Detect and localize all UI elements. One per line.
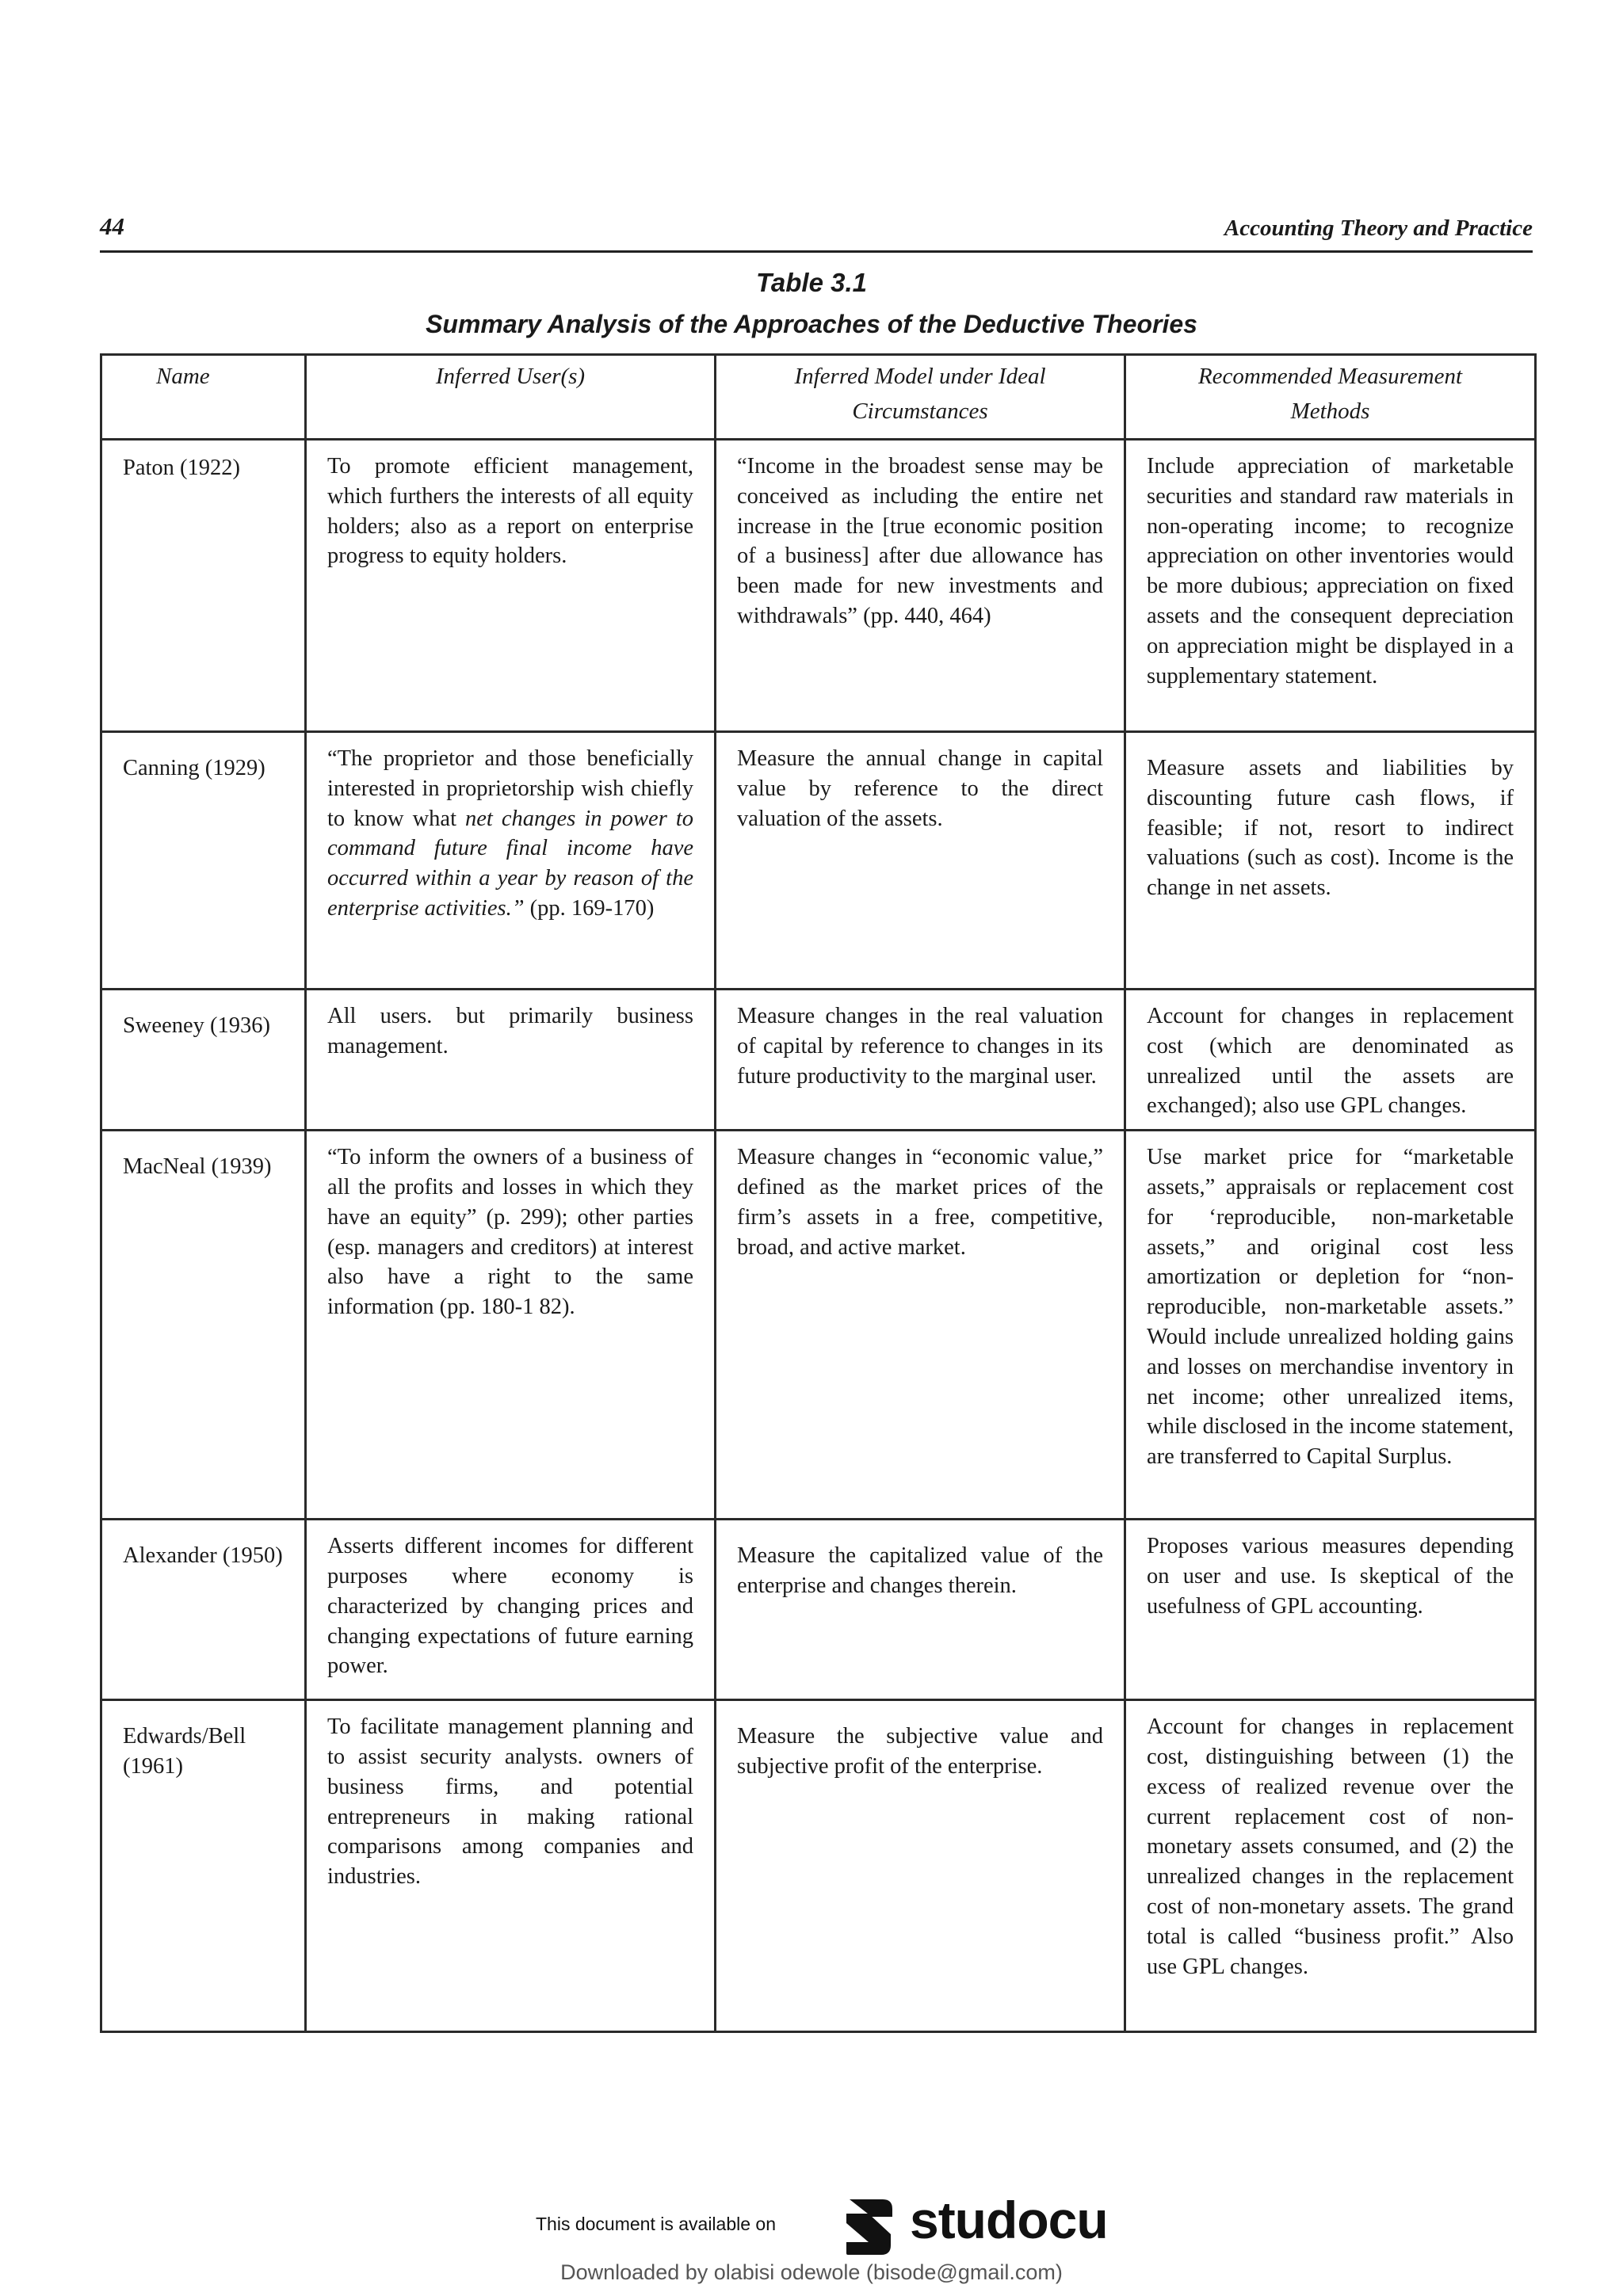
methods-cell: Measure assets and liabilities by discounting future cash flows, if feasible; if not, resort to indirect valuations (such as cost). Income is the change in net assets.: [1125, 732, 1536, 990]
model-cell: “Income in the broadest sense may be conceived as including the entire net increase in the [true economic position of a business] after due allowance has been made for new investments and withdrawals” (pp. 440, 464): [716, 440, 1125, 732]
page-number: 44: [100, 212, 124, 240]
table-row: [101, 1520, 1536, 1700]
methods-cell: Account for changes in replacement cost (which are denominated as unrealized until the assets are exchanged); also use GPL changes.: [1125, 990, 1536, 1131]
table-caption: Summary Analysis of the Approaches of the Deductive Theories: [426, 310, 1197, 338]
users-cell: To promote efficient management, which furthers the interests of all equity holders; also as a report on enterprise progress to equity holders.: [306, 440, 716, 732]
users-cell: All users. but primarily business management.: [306, 990, 716, 1131]
methods-cell: Use market price for “marketable assets,” appraisals or replacement cost for ‘reproducible, non-marketable assets,” and original cost less amortization or depletion for “non-reproducible, non-marketable assets.” Would include unrealized holding gains and losses on merchandise inventory in net income; other unrealized items, while disclosed in the income statement, are transferred to Capital Surplus.: [1125, 1131, 1536, 1520]
name-cell: Alexander (1950): [101, 1520, 306, 1700]
column-header-users: Inferred User(s): [306, 355, 716, 440]
model-cell: Measure changes in “economic value,” defined as the market prices of the firm’s assets in a free, competitive, broad, and active market.: [716, 1131, 1125, 1520]
name-cell: Canning (1929): [101, 732, 306, 990]
name-cell: Edwards/Bell (1961): [101, 1700, 306, 2032]
methods-cell: Proposes various measures depending on user and use. Is skeptical of the usefulness of GPL accounting.: [1125, 1520, 1536, 1700]
table-row: [101, 440, 1536, 732]
model-cell: Measure the annual change in capital value by reference to the direct valuation of the assets.: [716, 732, 1125, 990]
users-cell: “To inform the owners of a business of all the profits and losses in which they have an equity” (p. 299); other parties (esp. managers and creditors) at interest also have a right to the same information (pp. 180-1 82).: [306, 1131, 716, 1520]
italic-quote: net changes in power to command future final income have occurred within a year by reason of the enterprise activities.”: [327, 806, 693, 921]
model-cell: Measure changes in the real valuation of capital by reference to changes in its future productivity to the marginal user.: [716, 990, 1125, 1131]
deductive-theories-table: [100, 353, 1537, 2033]
users-cell: To facilitate management planning and to assist security analysts. owners of business firms, and potential entrepreneurs in making rational comparisons among companies and industries.: [306, 1700, 716, 2032]
name-cell: MacNeal (1939): [101, 1131, 306, 1520]
column-header-methods: Recommended Measurement Methods: [1125, 355, 1536, 440]
table-row: [101, 732, 1536, 990]
model-cell: Measure the capitalized value of the enterprise and changes therein.: [716, 1520, 1125, 1700]
book-title: Accounting Theory and Practice: [1224, 215, 1533, 241]
name-cell: Sweeney (1936): [101, 990, 306, 1131]
download-note: Downloaded by olabisi odewole (bisode@gmail.com): [560, 2260, 1063, 2284]
users-cell: Asserts different incomes for different purposes where economy is characterized by changing prices and changing expectations of future earning power.: [306, 1520, 716, 1700]
availability-note: This document is available on: [536, 2214, 776, 2234]
methods-cell: Account for changes in replacement cost, distinguishing between (1) the excess of realized revenue over the current replacement cost of non-monetary assets consumed, and (2) the unrealized changes in the replacement cost of non-monetary assets. The grand total is called “business profit.” Also use GPL changes.: [1125, 1700, 1536, 2032]
table-label: Table 3.1: [755, 268, 867, 297]
table-row: [101, 990, 1536, 1131]
table-row: [101, 1700, 1536, 2032]
model-cell: Measure the subjective value and subjective profit of the enterprise.: [716, 1700, 1125, 2032]
name-cell: Paton (1922): [101, 440, 306, 732]
table-row: [101, 1131, 1536, 1520]
column-header-model: Inferred Model under Ideal Circumstances: [716, 355, 1125, 440]
studocu-logo-icon: [837, 2195, 902, 2260]
studocu-wordmark[interactable]: studocu: [910, 2191, 1108, 2249]
methods-cell: Include appreciation of marketable securities and standard raw materials in non-operating income; to recognize appreciation on other inventories would be more dubious; appreciation on fixed assets and the consequent depreciation on appreciation might be displayed in a supplementary statement.: [1125, 440, 1536, 732]
running-head: [100, 212, 1533, 253]
column-header-name: Name: [101, 355, 306, 440]
users-cell: “The proprietor and those beneficially interested in proprietorship wish chiefly to know what net changes in power to command future final income have occurred within a year by reason of the enterprise activities.” (pp. 169-170): [306, 732, 716, 990]
table-header-row: [101, 355, 1536, 440]
